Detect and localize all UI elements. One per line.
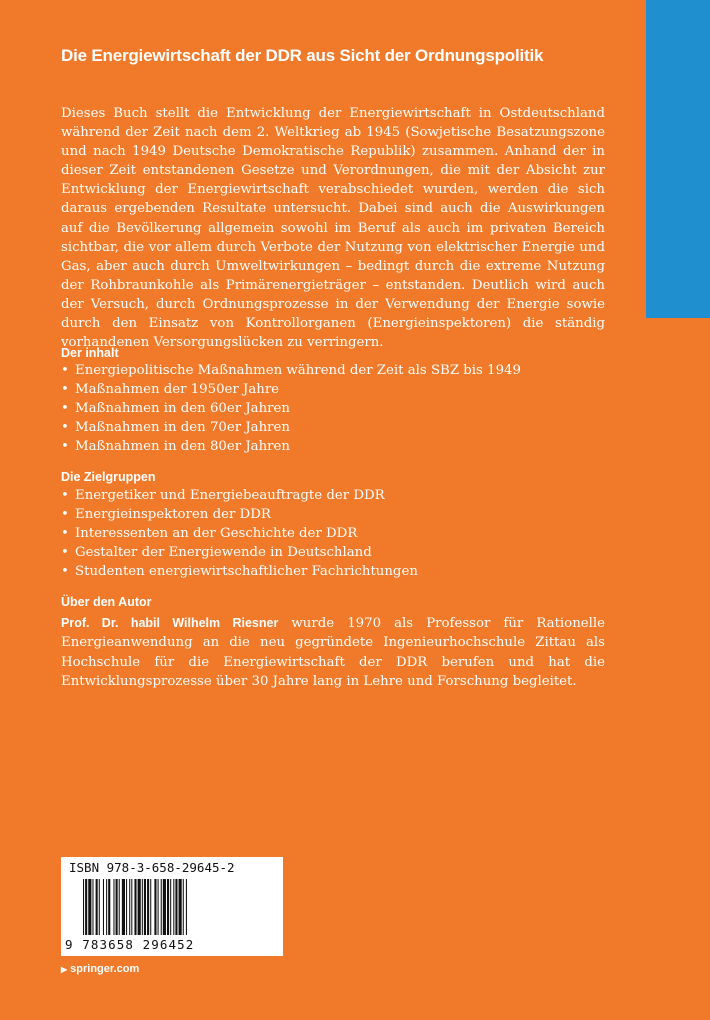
isbn-label: ISBN 978-3-658-29645-2	[69, 860, 235, 875]
book-description: Dieses Buch stellt die Entwicklung der Energiewirtschaft in Ostdeutschland während der Zeit nach dem 2. Weltkrieg ab 1945 (Sowjetische Besatzungszone und nach 1949 Deutsche Demokratische Republik) zusammen. Anhand der in dieser Zeit entstandenen Gesetze und Verordnungen, die mit der Absicht zur Entwicklung der Energiewirtschaft verabschiedet wurden, werden die sich daraus ergebenden Resultate untersucht. Dabei sind auch die Auswirkungen auf die Bevölkerung allgemein sowohl im Beruf als auch im privaten Bereich sichtbar, die vor allem durch Verbote der Nutzung von elektrischer Energie und Gas, aber auch durch Umweltwirkungen – bedingt durch die extreme Nutzung der Rohbraunkohle als Primärenergieträger – entstanden. Deutlich wird auch der Versuch, durch Ordnungsprozesse in der Verwendung der Energie sowie durch den Einsatz von Kontrollorganen (Energieinspektoren) die ständig vorhandenen Versorgungslücken zu verringern.	[61, 106, 605, 351]
contents-list	[61, 361, 521, 456]
list-item: • Maßnahmen in den 80er Jahren	[61, 437, 521, 456]
author-name: Prof. Dr. habil Wilhelm Riesner	[61, 616, 279, 630]
audience-heading: Die Zielgruppen	[61, 470, 156, 484]
barcode-box	[61, 857, 283, 956]
list-item: • Energieinspektoren der DDR	[61, 505, 418, 524]
contents-heading: Der inhalt	[61, 346, 119, 360]
publisher-link[interactable]	[61, 963, 139, 975]
list-item: • Studenten energiewirtschaftlicher Fachrichtungen	[61, 562, 418, 581]
author-heading: Über den Autor	[61, 595, 152, 609]
list-item: • Maßnahmen in den 60er Jahren	[61, 399, 521, 418]
author-paragraph	[61, 614, 605, 692]
list-item: • Energetiker und Energiebeauftragte der DDR	[61, 486, 418, 505]
publisher-url: springer.com	[70, 963, 140, 975]
list-item: • Gestalter der Energiewende in Deutschland	[61, 543, 418, 562]
list-item: • Maßnahmen der 1950er Jahre	[61, 380, 521, 399]
book-title: Die Energiewirtschaft der DDR aus Sicht der Ordnungspolitik	[61, 46, 544, 65]
author-bio: wurde 1970 als Professor für Rationelle Energieanwendung an die neu gegründete Ingenieurhochschule Zittau als Hochschule für die Energiewirtschaft der DDR berufen und hat die Entwicklungsprozesse über 30 Jahre lang in Lehre und Forschung begleitet.	[61, 616, 605, 690]
list-item: • Interessenten an der Geschichte der DDR	[61, 524, 418, 543]
list-item: • Energiepolitische Maßnahmen während der Zeit als SBZ bis 1949	[61, 361, 521, 380]
blue-accent-tab	[646, 0, 710, 318]
audience-list	[61, 486, 418, 581]
barcode-digits: 9 783658 296452	[65, 937, 195, 952]
barcode-icon	[83, 879, 273, 941]
arrow-right-icon: ▶	[61, 964, 68, 974]
list-item: • Maßnahmen in den 70er Jahren	[61, 418, 521, 437]
